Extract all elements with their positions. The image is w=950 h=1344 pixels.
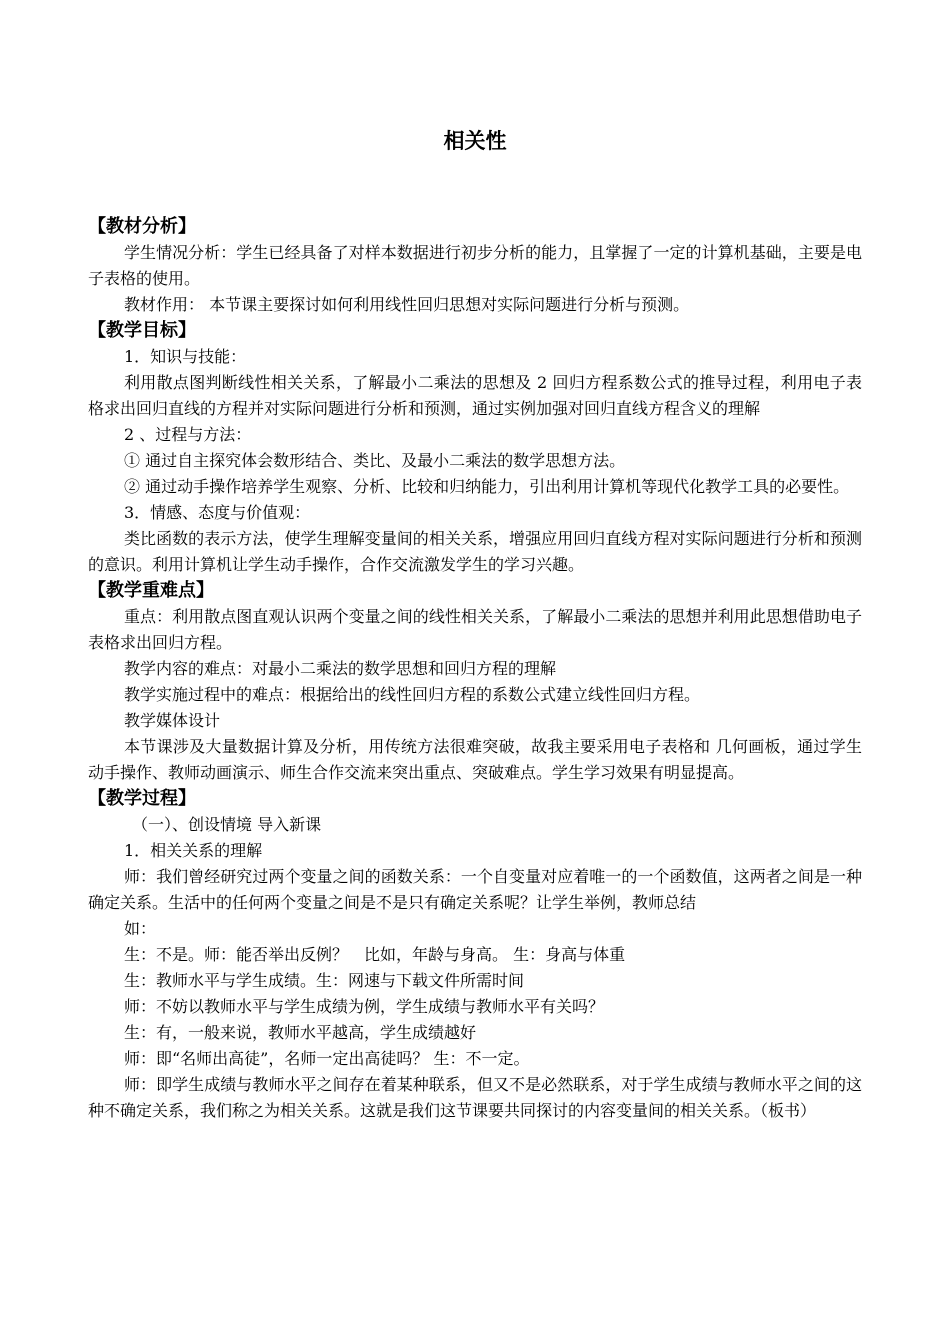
section-heading: 【教学重难点】 — [88, 580, 214, 601]
section-heading: 【教学目标】 — [88, 320, 196, 341]
paragraph: 教学实施过程中的难点：根据给出的线性回归方程的系数公式建立线性回归方程。 — [124, 685, 701, 704]
paragraph: （一）、创设情境 导入新课 — [132, 815, 322, 834]
paragraph: 2 、过程与方法： — [124, 425, 252, 444]
paragraph: 师：即“名师出高徒”，名师一定出高徒吗？ 生：不一定。 — [124, 1049, 530, 1068]
paragraph: 师：不妨以教师水平与学生成绩为例，学生成绩与教师水平有关吗？ — [124, 997, 605, 1016]
paragraph: 生：不是。师：能否举出反例？ 比如，年龄与身高。 生：身高与体重 — [124, 945, 626, 964]
paragraph: 师：我们曾经研究过两个变量之间的函数关系：一个自变量对应着唯一的一个函数值，这两者之间是一种确定关系。生活中的任何两个变量之间是不是只有确定关系呢？让学生举例，教师总结 — [88, 867, 862, 912]
paragraph: 本节课涉及大量数据计算及分析，用传统方法很难突破，故我主要采用电子表格和 几何画板，通过学生动手操作、教师动画演示、师生合作交流来突出重点、突破难点。学生学习效果有明显提高。 — [88, 737, 862, 782]
paragraph: 1．知识与技能： — [124, 347, 247, 366]
paragraph: 教学媒体设计 — [124, 711, 221, 730]
paragraph: 学生情况分析：学生已经具备了对样本数据进行初步分析的能力，且掌握了一定的计算机基础，主要是电子表格的使用。 — [88, 243, 862, 288]
section-heading: 【教学过程】 — [88, 788, 196, 809]
document-body — [88, 214, 862, 1124]
paragraph: ② 通过动手操作培养学生观察、分析、比较和归纳能力，引出利用计算机等现代化教学工具的必要性。 — [124, 477, 850, 496]
section-heading: 【教材分析】 — [88, 216, 196, 237]
paragraph: 重点：利用散点图直观认识两个变量之间的线性相关关系，了解最小二乘法的思想并利用此思想借助电子表格求出回归方程。 — [88, 607, 862, 652]
paragraph: 1．相关关系的理解 — [124, 841, 263, 860]
paragraph: 生：有，一般来说，教师水平越高，学生成绩越好 — [124, 1023, 477, 1042]
paragraph: 如： — [124, 919, 157, 938]
paragraph: 师：即学生成绩与教师水平之间存在着某种联系，但又不是必然联系，对于学生成绩与教师水平之间的这种不确定关系，我们称之为相关关系。这就是我们这节课要共同探讨的内容变量间的相关关系。（板书） — [88, 1075, 862, 1120]
paragraph: 利用散点图判断线性相关关系，了解最小二乘法的思想及 2 回归方程系数公式的推导过程，利用电子表格求出回归直线的方程并对实际问题进行分析和预测，通过实例加强对回归直线方程含义的理解 — [88, 373, 862, 418]
paragraph: 类比函数的表示方法，使学生理解变量间的相关关系，增强应用回归直线方程对实际问题进行分析和预测的意识。利用计算机让学生动手操作，合作交流激发学生的学习兴趣。 — [88, 529, 862, 574]
paragraph: 教学内容的难点：对最小二乘法的数学思想和回归方程的理解 — [124, 659, 557, 678]
paragraph: 教材作用： 本节课主要探讨如何利用线性回归思想对实际问题进行分析与预测。 — [124, 295, 690, 314]
paragraph: ① 通过自主探究体会数形结合、类比、及最小二乘法的数学思想方法。 — [124, 451, 626, 470]
paragraph: 生：教师水平与学生成绩。生：网速与下载文件所需时间 — [124, 971, 525, 990]
paragraph: 3．情感、态度与价值观： — [124, 503, 311, 522]
page-title: 相关性 — [443, 129, 507, 153]
